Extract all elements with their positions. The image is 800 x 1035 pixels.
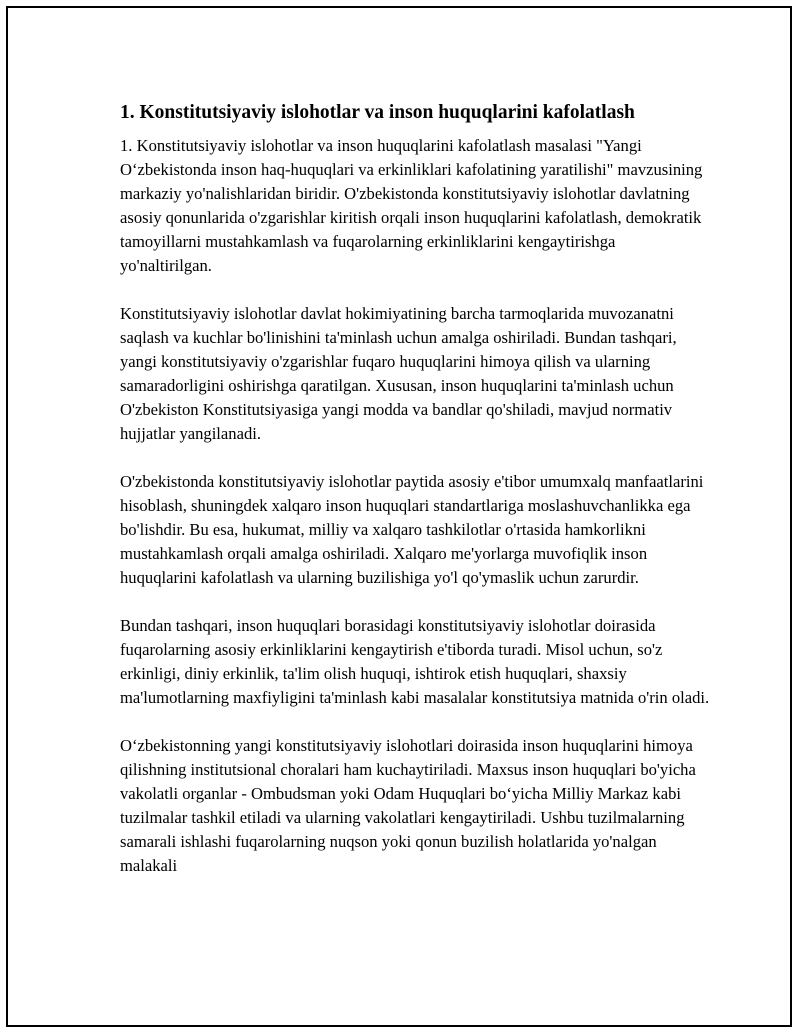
paragraph-2: Konstitutsiyaviy islohotlar davlat hokimiyatining barcha tarmoqlarida muvozanatni saqlash va kuchlar bo'linishini ta'minlash uchun amalga oshiriladi. Bundan tashqari, yangi konstitutsiyaviy o'zgarishlar fuqaro huquqlarini himoya qilish va ularning samaradorligini oshirishga qaratilgan. Xususan, inson huquqlarini ta'minlash uchun O'zbekiston Konstitutsiyasiga yangi modda va bandlar qo'shiladi, mavjud normativ hujjatlar yangilanadi.: [120, 304, 677, 443]
paragraph-3: O'zbekistonda konstitutsiyaviy islohotlar paytida asosiy e'tibor umumxalq manfaatlarini hisoblash, shuningdek xalqaro inson huquqlari standartlariga moslashuvchanlikka ega bo'lishdir. Bu esa, hukumat, milliy va xalqaro tashkilotlar o'rtasida hamkorlikni mustahkamlash orqali amalga oshiriladi. Xalqaro me'yorlarga muvofiqlik inson huquqlarini kafolatlash va ularning buzilishiga yo'l qo'ymaslik uchun zarurdir.: [120, 472, 704, 587]
paragraph-4: Bundan tashqari, inson huquqlari borasidagi konstitutsiyaviy islohotlar doirasida fuqarolarning asosiy erkinliklarini kengaytirish e'tiborda turadi. Misol uchun, so'z erkinligi, diniy erkinlik, ta'lim olish huquqi, ishtirok etish huquqlari, shaxsiy ma'lumotlarning maxfiyligini ta'minlash kabi masalalar konstitutsiya matnida o'rin oladi.: [120, 616, 710, 707]
document-content: [120, 100, 710, 878]
paragraph-5: O‘zbekistonning yangi konstitutsiyaviy islohotlari doirasida inson huquqlarini himoya qilishning institutsional choralari ham kuchaytiriladi. Maxsus inson huquqlari bo'yicha vakolatli organlar - Ombudsman yoki Odam Huquqlari bo‘yicha Milliy Markaz kabi tuzilmalar tashkil etiladi va ularning vakolatlari kengaytiriladi. Ushbu tuzilmalarning samarali ishlashi fuqarolarning nuqson yoki qonun buzilish holatlarida yo'nalgan malakali: [120, 736, 696, 875]
paragraph-1: 1. Konstitutsiyaviy islohotlar va inson huquqlarini kafolatlash masalasi "Yangi O‘zbekistonda inson haq-huquqlari va erkinliklari kafolatining yaratilishi" mavzusining markaziy yo'nalishlaridan biridir. O'zbekistonda konstitutsiyaviy islohotlar davlatning asosiy qonunlarida o'zgarishlar kiritish orqali inson huquqlarini kafolatlash, demokratik tamoyillarni mustahkamlash va fuqarolarning erkinliklarini kengaytirishga yo'naltirilgan.: [120, 136, 703, 275]
page-title: 1. Konstitutsiyaviy islohotlar va inson huquqlarini kafolatlash: [120, 102, 635, 123]
document-page: [6, 6, 792, 1027]
